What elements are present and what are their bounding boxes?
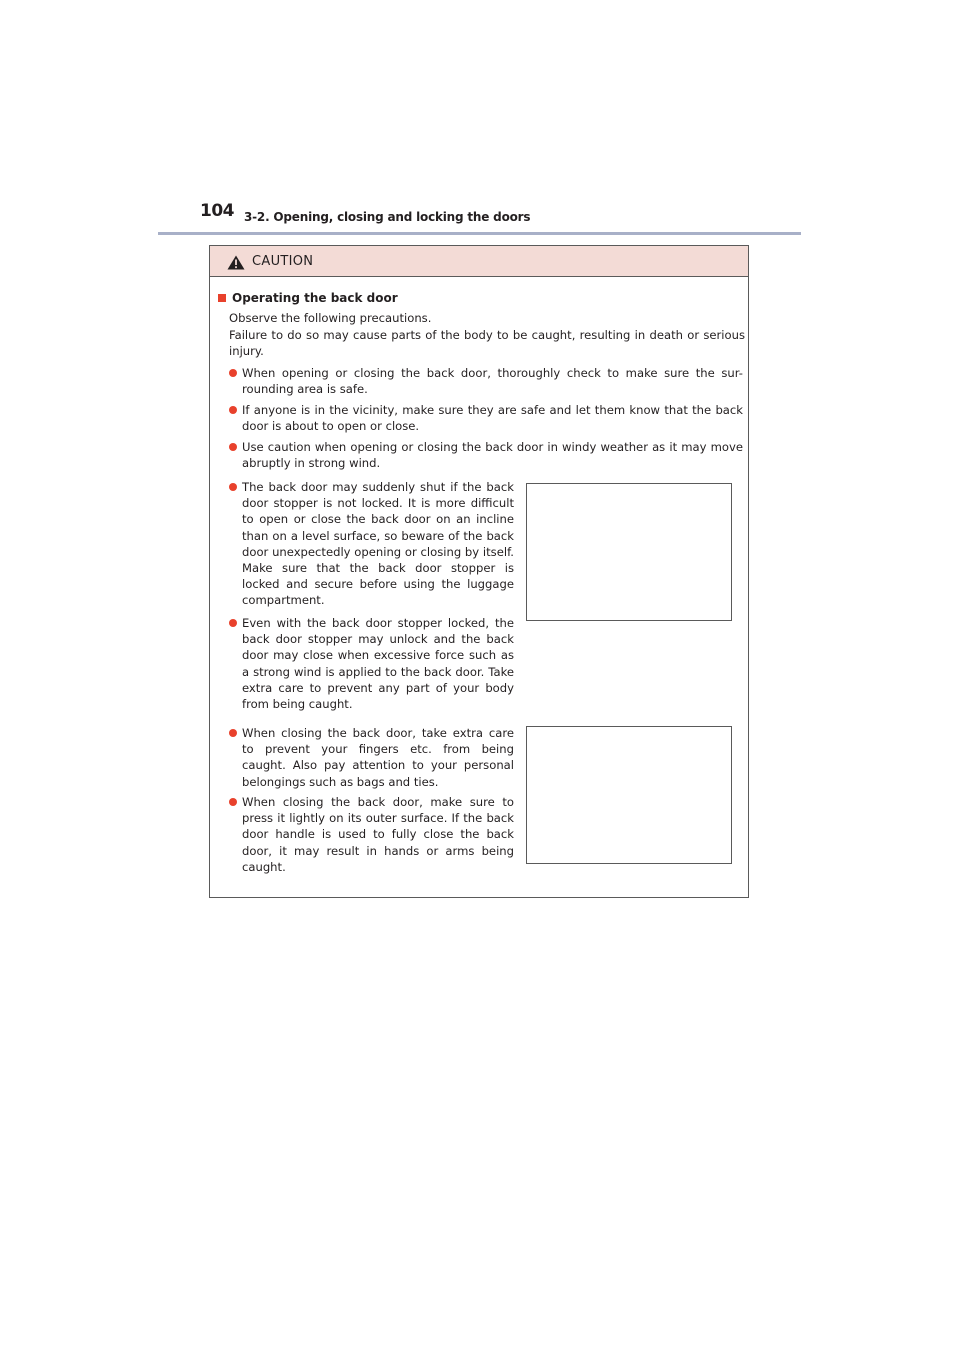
bullet-text: Even with the back door stopper locked, the back door stopper may unlock and the back door may close when excessive force such as a strong wind is applied to the back door. Take extra care to prevent any part of your body from being caught. bbox=[242, 616, 514, 712]
bullet-text: When closing the back door, make sure to press it lightly on its outer surface. If the back door handle is used to fully close the back door, it may result in hands or arms being caught. bbox=[242, 795, 514, 874]
bullet-text: When closing the back door, take extra care to prevent your fingers etc. from being caught. Also pay attention to your personal belongings such as bags and ties. bbox=[242, 726, 514, 789]
caution-heading-text: Operating the back door bbox=[232, 291, 398, 305]
intro-text-2: Failure to do so may cause parts of the body to be caught, resulting in death or serious injury. bbox=[229, 328, 745, 359]
page-number: 104 bbox=[200, 201, 234, 221]
bullet-dot-icon bbox=[229, 483, 237, 491]
bullet-text: If anyone is in the vicinity, make sure they are safe and let them know that the back door is about to open or close. bbox=[242, 403, 743, 434]
bullet-item bbox=[229, 439, 743, 471]
caution-heading bbox=[218, 291, 398, 305]
bullet-item bbox=[229, 615, 514, 712]
bullet-dot-icon bbox=[229, 406, 237, 414]
bullet-text: Use caution when opening or closing the back door in windy weather as it may move abruptly in strong wind. bbox=[242, 440, 743, 471]
bullet-item bbox=[229, 794, 514, 875]
illustration-back-door-stopper bbox=[526, 483, 732, 621]
bullet-dot-icon bbox=[229, 729, 237, 737]
bullet-item bbox=[229, 402, 743, 434]
bullet-item bbox=[229, 365, 743, 397]
bullet-item bbox=[229, 479, 514, 609]
caution-box bbox=[209, 245, 749, 898]
bullet-text: When opening or closing the back door, thoroughly check to make sure the sur-rounding area is safe. bbox=[242, 366, 743, 397]
header-rule bbox=[158, 232, 801, 235]
caution-header bbox=[210, 246, 748, 277]
bullet-dot-icon bbox=[229, 798, 237, 806]
bullet-dot-icon bbox=[229, 619, 237, 627]
bullet-dot-icon bbox=[229, 443, 237, 451]
intro-text-1: Observe the following precautions. bbox=[229, 311, 432, 325]
bullet-item bbox=[229, 725, 514, 790]
caution-title: CAUTION bbox=[252, 254, 314, 269]
section-title: 3-2. Opening, closing and locking the doors bbox=[244, 210, 531, 224]
illustration-closing-back-door bbox=[526, 726, 732, 864]
bullet-dot-icon bbox=[229, 369, 237, 377]
bullet-text: The back door may suddenly shut if the back door stopper is not locked. It is more difficult to open or close the back door on an incline than on a level surface, so beware of the back door unexpectedly opening or closing by itself. Make sure that the back door stopper is locked and secure before using the luggage compartment. bbox=[242, 480, 514, 608]
square-bullet-icon bbox=[218, 294, 226, 302]
warning-triangle-icon bbox=[227, 255, 245, 270]
